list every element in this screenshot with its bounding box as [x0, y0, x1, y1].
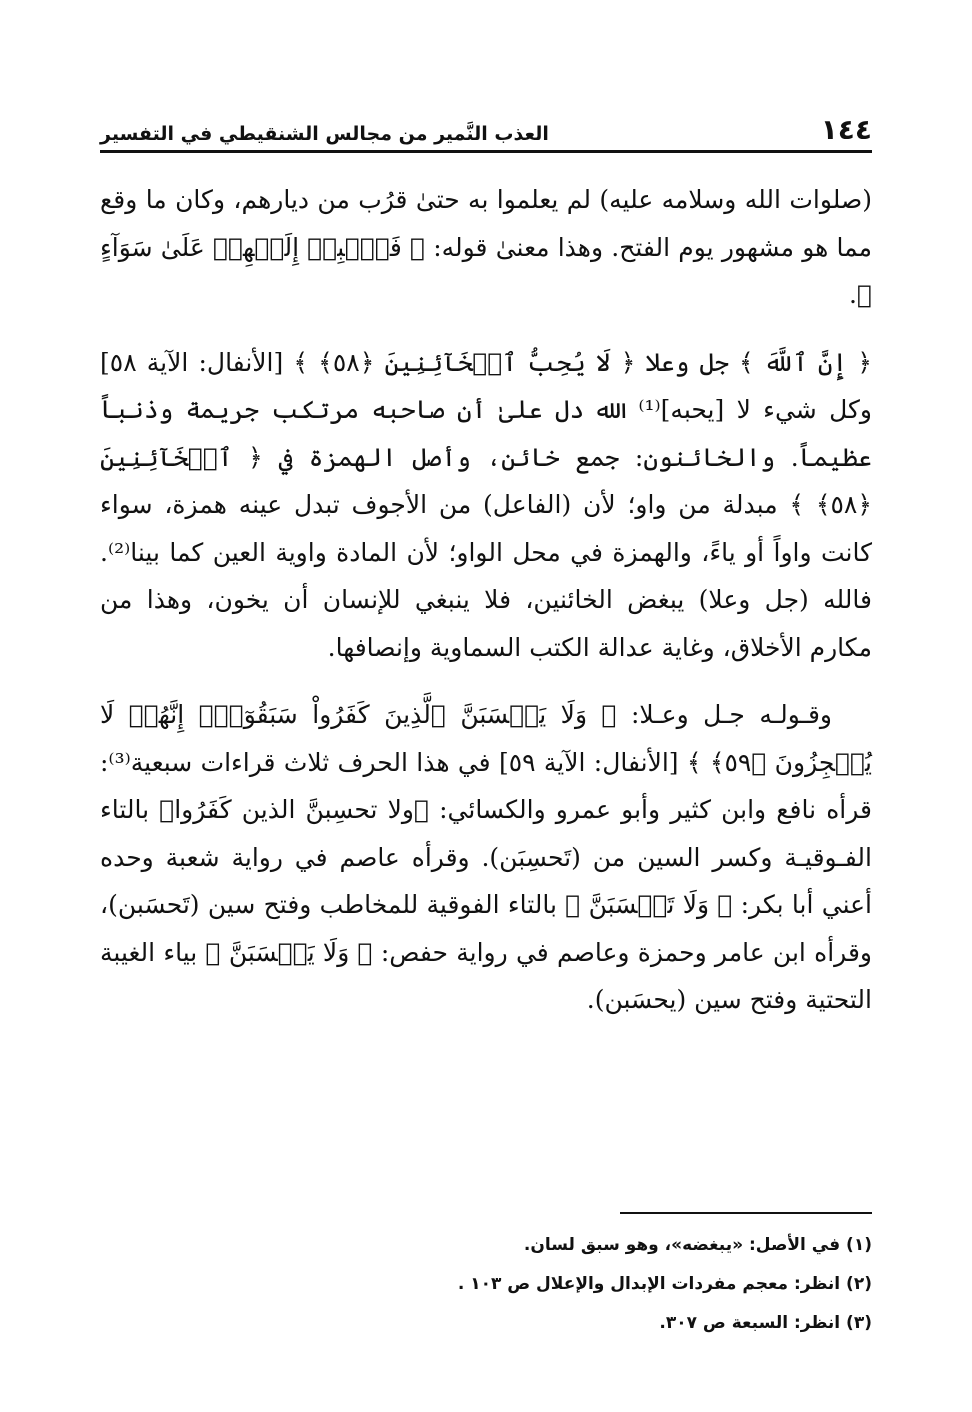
footnote-divider: [620, 1212, 872, 1214]
paragraph-2: ﴿ إِنَّ ٱللَّهَ ﴾ جل وعلا ﴿ لَا يُحِبُّ ٱلۡخَآئِنِينَ ﴿٥٨﴾ ﴾ [الأنفال: الآية ٥٨] وكل شيء لا [يحبه]⁽¹⁾ الله دل علىٰ أن صاحبه مرتكب جريمة وذنباً عظيماً. والخائنون: جمع خائن، وأصل الهمزة في ﴿ ٱلۡخَآئِنِينَ ﴿٥٨﴾ ﴾ مبدلة من واو؛ لأن (الفاعل) من الأجوف تبدل عينه همزة، سواء كانت واواً أو ياءً، والهمزة في محل الواو؛ لأن المادة واوية العين كما بينا⁽²⁾. فالله (جل وعلا) يبغض الخائنين، فلا ينبغي للإنسان أن يخون، وهذا من مكارم الأخلاق، وغاية عدالة الكتب السماوية وإنصافها.: [100, 347, 872, 662]
paragraph-3: وقـولـه جـل وعـلا: ﴿ وَلَا يَحۡسَبَنَّ ٱلَّذِينَ كَفَرُواْ سَبَقُوٓاْۚ إِنَّهُمۡ لَا يُعۡجِزُونَ ﴿٥٩﴾ ﴾ [الأنفال: الآية ٥٩] في هذا الحرف ثلاث قراءات سبعية⁽³⁾: قرأه نافع وابن كثير وأبو عمرو والكسائي: ﴿ولا تحسِبنَّ الذين كَفَرُوا﴾ بالتاء الفـوقيـة وكسر السين من (تَحسِبَن). وقرأه عاصم في رواية شعبة وحده أعني أبا بكر: ﴿ وَلَا تَحۡسَبَنَّ ﴾ بالتاء الفوقية للمخاطب وفتح سين (تَحسَبن)، وقرأه ابن عامر وحمزة وعاصم في رواية حفص: ﴿ وَلَا يَحۡسَبَنَّ ﴾ بياء الغيبة التحتية وفتح سين (يحسَبن).: [100, 700, 872, 1014]
footnote-3: (٣) انظر: السبعة ص ٣٠٧.: [659, 1313, 872, 1333]
footnotes: [100, 1226, 872, 1343]
running-title: العذب النَّمير من مجالس الشنقيطي في التفسير: [100, 123, 549, 145]
main-text: [100, 176, 872, 1044]
page-header: [100, 108, 872, 144]
footnote-1: (١) في الأصل: «يبغضه»، وهو سبق لسان.: [523, 1235, 872, 1255]
header-divider: [100, 150, 872, 153]
page-number: ١٤٤: [820, 113, 872, 146]
paragraph-1: (صلوات الله وسلامه عليه) لم يعلموا به حتىٰ قرُب من ديارهم، وكان ما وقع مما هو مشهور يوم الفتح. وهذا معنىٰ قوله: ﴿ فَٱنۢبِذۡ إِلَيۡهِمۡ عَلَىٰ سَوَآءٍ ﴾.: [100, 185, 872, 309]
footnote-2: (٢) انظر: معجم مفردات الإبدال والإعلال ص ١٠٣ .: [457, 1274, 872, 1294]
